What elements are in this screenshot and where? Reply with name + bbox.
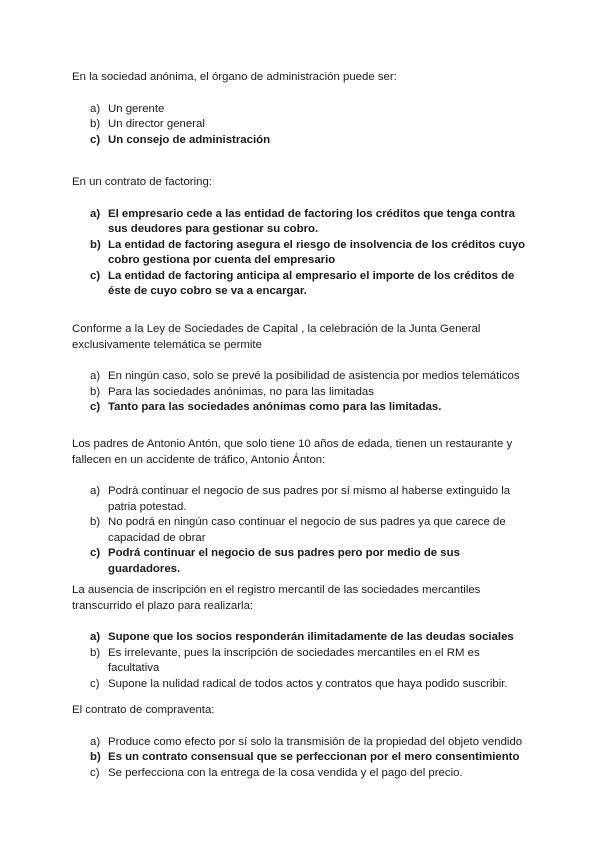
option-text: Es un contrato consensual que se perfeccionan por el mero consentimiento (108, 751, 520, 763)
option-c-correct (72, 546, 532, 577)
option-c-correct (72, 400, 532, 416)
option-letter: c) (90, 766, 100, 779)
question-stem: Conforme a la Ley de Sociedades de Capital , la celebración de la Junta General exclusivamente telemática se permite (72, 323, 481, 351)
option-letter: c) (90, 401, 101, 413)
option-a-correct (72, 207, 532, 238)
option-text: Se perfecciona con la entrega de la cosa vendida y el pago del precio. (108, 766, 463, 779)
option-letter: c) (90, 133, 101, 146)
option-b (72, 515, 532, 546)
question-2 (72, 175, 532, 300)
option-c (72, 677, 532, 693)
question-stem: En un contrato de factoring: (72, 176, 212, 188)
option-b (72, 385, 532, 401)
question-6 (72, 703, 532, 781)
option-a (72, 102, 532, 118)
question-4 (72, 437, 532, 577)
option-letter: a) (90, 735, 101, 748)
option-letter: b) (90, 751, 101, 763)
option-text: Un director general (108, 118, 205, 130)
option-letter: b) (90, 385, 101, 398)
option-b (72, 117, 532, 133)
option-letter: a) (90, 631, 101, 643)
option-c-correct (72, 133, 532, 149)
option-text: En ningún caso, solo se prevé la posibilidad de asistencia por medios telemáticos (108, 370, 520, 382)
option-c-correct (72, 269, 532, 300)
option-text: No podrá en ningún caso continuar el negocio de sus padres ya que carece de capacidad de obrar (108, 516, 506, 544)
question-stem: La ausencia de inscripción en el registro mercantil de las sociedades mercantiles transcurrido el plazo para realizarla: (72, 584, 481, 612)
option-b-correct (72, 238, 532, 269)
option-letter: c) (90, 547, 101, 559)
option-text: Un consejo de administración (108, 133, 271, 146)
option-letter: a) (90, 102, 101, 115)
option-b (72, 646, 532, 677)
option-text: Es irrelevante, pues la inscripción de sociedades mercantiles en el RM es facultativa (108, 646, 480, 674)
option-a (72, 369, 532, 385)
option-a (72, 735, 532, 751)
option-b-correct (72, 750, 532, 766)
option-text: Para las sociedades anónimas, no para las limitadas (108, 385, 374, 398)
question-3 (72, 322, 532, 416)
option-letter: a) (90, 485, 101, 497)
option-text: Produce como efecto por sí solo la transmisión de la propiedad del objeto vendido (108, 735, 523, 748)
option-letter: a) (90, 370, 101, 382)
option-letter: b) (90, 646, 101, 659)
option-letter: c) (90, 269, 101, 282)
question-5 (72, 583, 532, 692)
option-letter: b) (90, 516, 101, 528)
option-letter: b) (90, 118, 101, 130)
question-stem: En la sociedad anónima, el órgano de administración puede ser: (72, 71, 397, 83)
option-text: Podrá continuar el negocio de sus padres por sí mismo al haberse extinguido la patria potestad. (108, 485, 511, 513)
option-text: Un gerente (108, 102, 165, 115)
option-text: La entidad de factoring anticipa al empresario el importe de los créditos de éste de cuyo cobro se va a encargar. (108, 269, 515, 297)
option-c (72, 766, 532, 782)
option-a (72, 484, 532, 515)
question-1 (72, 70, 532, 148)
option-text: Supone la nulidad radical de todos actos y contratos que haya podido suscribir. (108, 677, 508, 690)
option-text: El empresario cede a las entidad de factoring los créditos que tenga contra sus deudores para gestionar su cobro. (108, 207, 516, 235)
option-text: Podrá continuar el negocio de sus padres pero por medio de sus guardadores. (108, 547, 460, 575)
option-a-correct (72, 630, 532, 646)
option-letter: b) (90, 238, 101, 251)
option-text: La entidad de factoring asegura el riesgo de insolvencia de los créditos cuyo cobro gestiona por cuenta del empresario (108, 238, 526, 266)
question-stem: Los padres de Antonio Antón, que solo tiene 10 años de edada, tienen un restaurante y fallecen en un accidente de tráfico, Antonio Ánton: (72, 438, 513, 466)
option-text: Tanto para las sociedades anónimas como para las limitadas. (108, 401, 442, 413)
option-letter: c) (90, 677, 100, 690)
question-stem: El contrato de compraventa: (72, 704, 215, 716)
option-letter: a) (90, 207, 101, 220)
option-text: Supone que los socios responderán ilimitadamente de las deudas sociales (108, 631, 514, 643)
